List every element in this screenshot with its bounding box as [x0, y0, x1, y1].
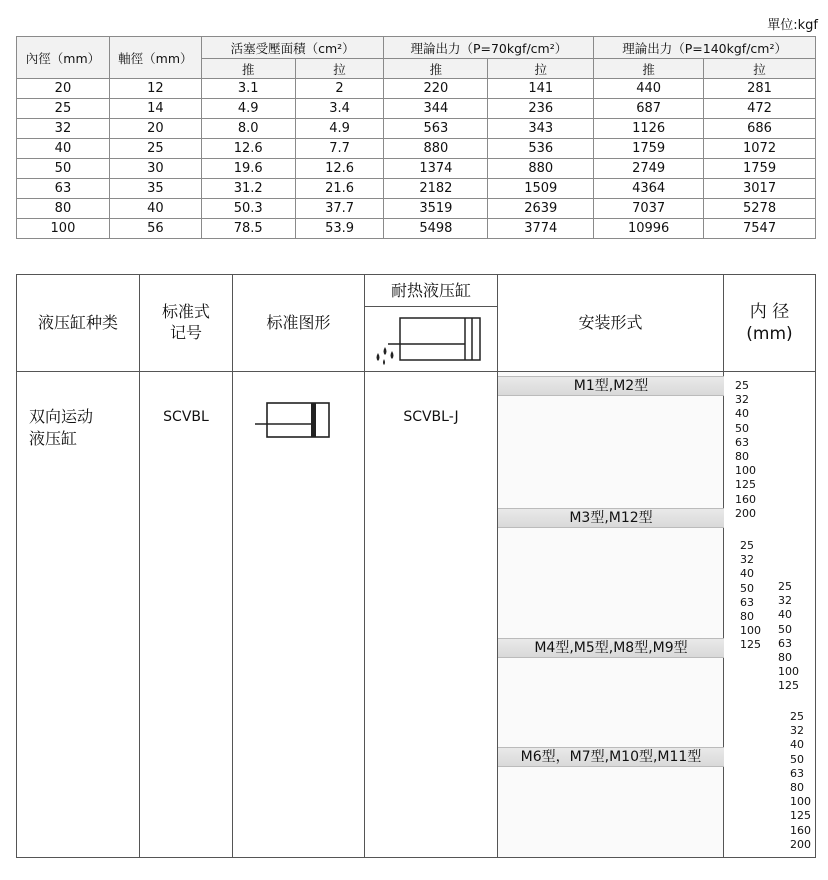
- bore-size-item: 125: [740, 638, 761, 652]
- unit-label: 單位:kgf: [767, 18, 818, 33]
- table-cell: 2182: [384, 179, 488, 199]
- header-area: 活塞受壓面積（cm²）: [201, 37, 384, 59]
- header-force140: 理論出力（P=140kgf/cm²）: [594, 37, 816, 59]
- header-push: 推: [201, 59, 295, 79]
- table-cell: 880: [488, 159, 594, 179]
- bore-sizes-m3: [740, 539, 761, 653]
- bore-size-item: 40: [778, 608, 792, 622]
- table-cell: 236: [488, 99, 594, 119]
- bore-size-item: 40: [740, 567, 754, 581]
- bore-size-item: 160: [790, 823, 811, 837]
- bore-size-item: 25: [778, 580, 792, 593]
- bore-size-item: 50: [778, 622, 792, 636]
- header-pull: 拉: [488, 59, 594, 79]
- bore-size-item: 63: [790, 766, 804, 780]
- table-cell: 7037: [594, 199, 704, 219]
- bore-size-item: 100: [778, 665, 799, 679]
- table-cell: 3519: [384, 199, 488, 219]
- bore-size-item: 80: [735, 450, 749, 464]
- table-row: [17, 79, 816, 99]
- bore-size-item: 40: [735, 407, 749, 421]
- spec-table: [16, 36, 816, 239]
- table-cell: 19.6: [201, 159, 295, 179]
- body-heat-col: [365, 372, 498, 857]
- table-cell: 880: [384, 139, 488, 159]
- bore-size-item: 200: [790, 837, 811, 851]
- bore-size-item: 32: [778, 594, 792, 608]
- table-cell: 1759: [704, 159, 816, 179]
- table-cell: 440: [594, 79, 704, 99]
- bore-size-item: 125: [735, 478, 756, 492]
- bore-size-item: 200: [735, 506, 756, 520]
- header-figure: 标准图形: [233, 275, 365, 371]
- table-cell: 14: [109, 99, 201, 119]
- header-kind: 液压缸种类: [17, 275, 140, 371]
- bore-size-item: 80: [778, 651, 792, 665]
- body-mount-col: [498, 372, 724, 857]
- heat-symbol: SCVBL-J: [403, 409, 459, 425]
- mount-type-3: M4型,M5型,M8型,M9型: [498, 638, 724, 658]
- bore-size-item: 32: [740, 553, 754, 567]
- table-cell: 7.7: [295, 139, 384, 159]
- header-bore: 內徑（mm）: [17, 37, 110, 79]
- table-cell: 343: [488, 119, 594, 139]
- table-cell: 687: [594, 99, 704, 119]
- bore-size-item: 100: [790, 795, 811, 809]
- table-cell: 563: [384, 119, 488, 139]
- table-cell: 4364: [594, 179, 704, 199]
- bore-sizes-m4: [778, 580, 799, 694]
- header-pull: 拉: [704, 59, 816, 79]
- bore-size-item: 40: [790, 738, 804, 752]
- table-cell: 8.0: [201, 119, 295, 139]
- table-cell: 50: [17, 159, 110, 179]
- table-cell: 53.9: [295, 219, 384, 239]
- body-symbol-col: [140, 372, 233, 857]
- table-cell: 3.4: [295, 99, 384, 119]
- bore-size-item: 63: [778, 636, 792, 650]
- bore-size-item: 63: [735, 435, 749, 449]
- table-row: [17, 139, 816, 159]
- table-cell: 536: [488, 139, 594, 159]
- table-row: [17, 179, 816, 199]
- table-row: [17, 99, 816, 119]
- bore-size-item: 25: [735, 379, 749, 392]
- table-cell: 3.1: [201, 79, 295, 99]
- table-cell: 344: [384, 99, 488, 119]
- table-cell: 5278: [704, 199, 816, 219]
- table-cell: 40: [109, 199, 201, 219]
- table-cell: 100: [17, 219, 110, 239]
- table-cell: 35: [109, 179, 201, 199]
- body-kind-col: [17, 372, 140, 857]
- header-mount: 安装形式: [498, 275, 724, 371]
- body-figure-col: [233, 372, 365, 857]
- table-cell: 1072: [704, 139, 816, 159]
- table-cell: 12.6: [201, 139, 295, 159]
- table-cell: 141: [488, 79, 594, 99]
- table-cell: 20: [17, 79, 110, 99]
- standard-symbol: SCVBL: [163, 409, 209, 425]
- table-cell: 4.9: [201, 99, 295, 119]
- table-cell: 50.3: [201, 199, 295, 219]
- bore-sizes-m1: [735, 379, 756, 521]
- table-cell: 3017: [704, 179, 816, 199]
- table-cell: 2: [295, 79, 384, 99]
- table-cell: 2639: [488, 199, 594, 219]
- table-cell: 63: [17, 179, 110, 199]
- table-cell: 281: [704, 79, 816, 99]
- header-rod: 軸徑（mm）: [109, 37, 201, 79]
- mount-type-1: M1型,M2型: [498, 376, 724, 396]
- table-cell: 1509: [488, 179, 594, 199]
- table-cell: 472: [704, 99, 816, 119]
- bore-size-item: 50: [735, 421, 749, 435]
- table-cell: 12.6: [295, 159, 384, 179]
- table-cell: 31.2: [201, 179, 295, 199]
- bore-size-item: 100: [740, 624, 761, 638]
- mount-type-4: M6型，M7型,M10型,M11型: [498, 747, 724, 767]
- bore-size-item: 50: [790, 752, 804, 766]
- header-heat: [365, 275, 498, 371]
- table-cell: 25: [17, 99, 110, 119]
- table-cell: 686: [704, 119, 816, 139]
- table-cell: 1759: [594, 139, 704, 159]
- table-cell: 2749: [594, 159, 704, 179]
- bore-size-item: 125: [778, 679, 799, 693]
- table-cell: 56: [109, 219, 201, 239]
- bore-sizes-m6: [790, 710, 811, 852]
- table-row: [17, 159, 816, 179]
- table-row: [17, 219, 816, 239]
- table-cell: 78.5: [201, 219, 295, 239]
- bore-size-item: 160: [735, 492, 756, 506]
- cylinder-symbol-icon: [253, 400, 335, 440]
- heat-title: 耐热液压缸: [365, 275, 497, 307]
- bore-size-item: 25: [740, 539, 754, 552]
- table-cell: 37.7: [295, 199, 384, 219]
- table-row: [17, 119, 816, 139]
- mount-type-2: M3型,M12型: [498, 508, 724, 528]
- type-table: [16, 274, 816, 858]
- table-cell: 10996: [594, 219, 704, 239]
- bore-size-item: 32: [735, 393, 749, 407]
- table-cell: 20: [109, 119, 201, 139]
- heat-cylinder-icon: [366, 307, 496, 369]
- header-bore-size: 内 径 (mm): [746, 301, 793, 344]
- bore-size-item: 25: [790, 710, 804, 723]
- table-cell: 220: [384, 79, 488, 99]
- table-cell: 7547: [704, 219, 816, 239]
- bore-size-item: 80: [790, 781, 804, 795]
- table-row: [17, 199, 816, 219]
- table-cell: 80: [17, 199, 110, 219]
- bore-size-item: 125: [790, 809, 811, 823]
- header-push: 推: [594, 59, 704, 79]
- header-force70: 理論出力（P=70kgf/cm²）: [384, 37, 594, 59]
- table-cell: 1374: [384, 159, 488, 179]
- table-cell: 30: [109, 159, 201, 179]
- bore-size-item: 50: [740, 581, 754, 595]
- table-cell: 5498: [384, 219, 488, 239]
- table-cell: 3774: [488, 219, 594, 239]
- header-pull: 拉: [295, 59, 384, 79]
- spec-table-body: [17, 79, 816, 239]
- table-cell: 40: [17, 139, 110, 159]
- cylinder-kind: 双向运动 液压缸: [29, 407, 94, 448]
- bore-size-item: 80: [740, 610, 754, 624]
- bore-size-item: 100: [735, 464, 756, 478]
- table-cell: 21.6: [295, 179, 384, 199]
- table-cell: 32: [17, 119, 110, 139]
- header-push: 推: [384, 59, 488, 79]
- bore-size-item: 32: [790, 724, 804, 738]
- table-cell: 25: [109, 139, 201, 159]
- table-cell: 4.9: [295, 119, 384, 139]
- bore-size-item: 63: [740, 595, 754, 609]
- table-cell: 12: [109, 79, 201, 99]
- header-symbol: 标准式 记号: [140, 275, 233, 371]
- table-cell: 1126: [594, 119, 704, 139]
